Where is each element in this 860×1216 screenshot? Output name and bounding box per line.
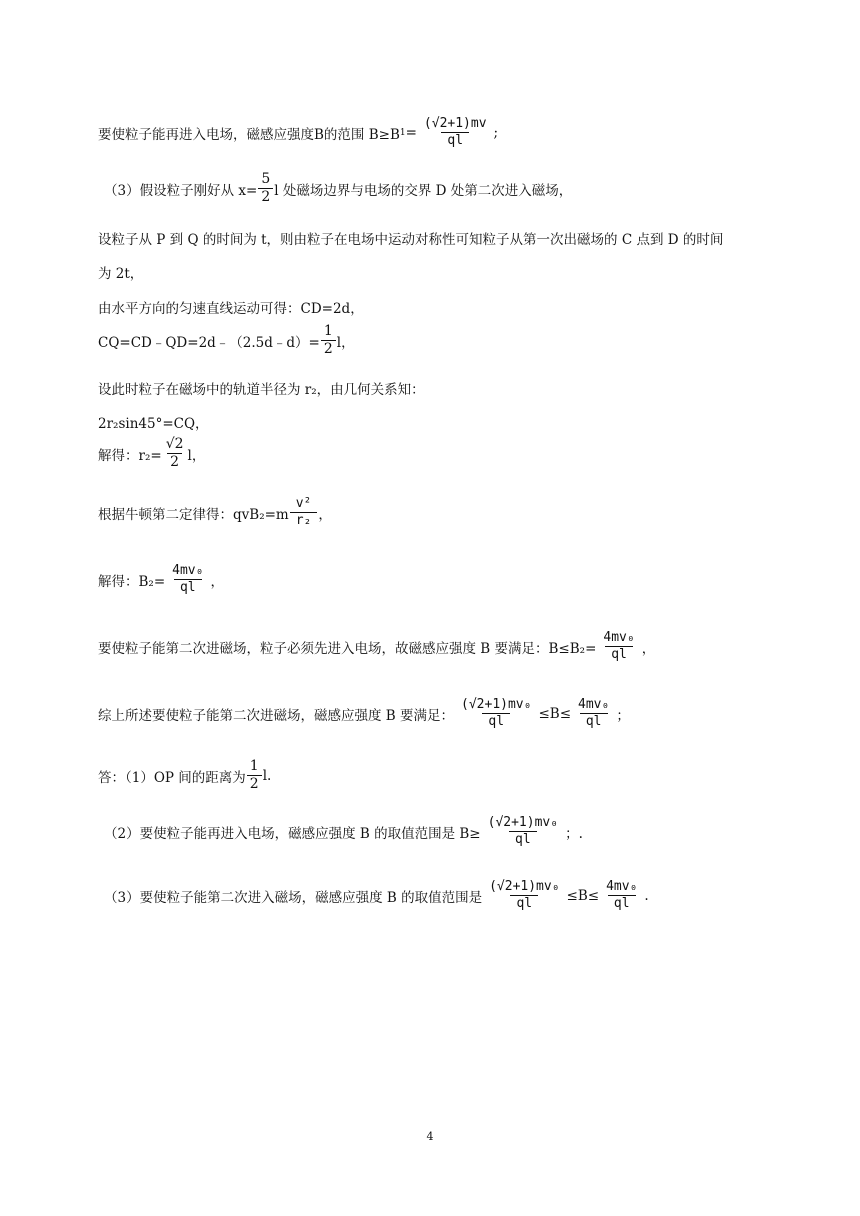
denominator: ql (580, 713, 608, 729)
text: 设此时粒子在磁场中的轨道半径为 r₂，由几何关系知： (98, 382, 425, 398)
line-11 (98, 564, 224, 596)
text: 由水平方向的匀速直线运动可得：CD=2d， (98, 301, 364, 317)
text: 解得：r₂= (98, 447, 162, 464)
denominator: 2 (247, 775, 262, 792)
subscript: 1 (399, 127, 406, 138)
denominator: ql (441, 132, 469, 148)
fraction (290, 497, 318, 529)
text: l. (262, 767, 272, 784)
numerator: 4mv₀ (578, 697, 610, 712)
line-2 (104, 172, 572, 206)
line-15 (104, 816, 583, 848)
text: （3）假设粒子刚好从 x= (104, 182, 258, 199)
text: ≤B≤ (566, 887, 600, 904)
denominator: 2 (321, 340, 336, 357)
fraction (483, 880, 565, 912)
fraction (572, 698, 615, 730)
numerator: (√2+1)mv (423, 116, 487, 131)
numerator: 4mv₀ (606, 879, 638, 894)
fraction (597, 631, 640, 663)
text: l 处磁场边界与电场的交界 D 处第二次进入磁场， (274, 182, 573, 199)
denominator: ql (174, 579, 202, 595)
numerator: 4mv₀ (603, 630, 635, 645)
text: l， (187, 447, 206, 464)
line-9 (98, 437, 205, 471)
text: CQ=CD﹣QD=2d﹣（2.5d﹣d）= (98, 334, 320, 351)
denominator: ql (509, 831, 537, 847)
text: 根据牛顿第二定律得：qvB₂=m (98, 506, 289, 523)
line-10 (98, 497, 332, 529)
line-7 (98, 378, 425, 398)
line-1 (98, 117, 498, 149)
line-12 (98, 631, 655, 663)
text: . (644, 887, 649, 904)
text: 答：（1）OP 间的距离为 (98, 769, 246, 786)
text: 要使粒子能第二次进磁场，粒子必须先进入电场，故磁感应强度 B 要满足：B≤B₂= (98, 640, 597, 657)
line-3 (98, 228, 723, 248)
text: 解得：B₂= (98, 573, 166, 590)
fraction (455, 698, 537, 730)
text: 综上所述要使粒子能第二次进磁场，磁感应强度 B 要满足： (98, 707, 455, 724)
text: ， (641, 640, 656, 657)
line-14 (98, 759, 271, 793)
numerator: (√2+1)mv₀ (487, 815, 559, 830)
text: （2）要使粒子能再进入电场，磁感应强度 B 的取值范围是 B≥ (104, 825, 481, 842)
numerator: 4mv₀ (172, 563, 204, 578)
text: 设粒子从 P 到 Q 的时间为 t，则由粒子在电场中运动对称性可知粒子从第一次出磁场的 C 点到 D 的时间 (98, 232, 724, 248)
text: ; (493, 124, 499, 141)
line-6 (98, 324, 355, 358)
text: 2r₂sin45°=CQ， (98, 416, 209, 432)
fraction (258, 172, 273, 206)
fraction (321, 324, 336, 358)
denominator: ql (608, 895, 636, 911)
fraction (600, 880, 643, 912)
denominator: ql (605, 646, 633, 662)
text: l， (336, 334, 355, 351)
text: （3）要使粒子能第二次进入磁场，磁感应强度 B 的取值范围是 (104, 889, 483, 906)
numerator: √2 (165, 436, 184, 452)
numerator: 1 (249, 758, 259, 774)
numerator: 5 (261, 171, 271, 187)
line-4 (98, 262, 143, 282)
line-13 (98, 698, 630, 730)
denominator: r₂ (290, 512, 318, 528)
text: ， (318, 506, 332, 523)
text: ≤B≤ (538, 705, 572, 722)
fraction (166, 564, 209, 596)
text: 要使粒子能再进入电场，磁感应强度B的范围 B≥B (98, 126, 400, 143)
line-5 (98, 297, 364, 317)
text: ；. (565, 825, 583, 842)
text: 为 2t， (98, 266, 144, 282)
numerator: 1 (323, 323, 333, 339)
text: = (405, 124, 417, 141)
denominator: 2 (167, 453, 182, 470)
fraction (482, 816, 564, 848)
line-8 (98, 412, 209, 432)
text: ； (616, 707, 630, 724)
text: ， (210, 573, 224, 590)
page-number: 4 (426, 1130, 434, 1143)
fraction (418, 117, 493, 149)
fraction (247, 759, 262, 793)
line-16 (104, 880, 649, 912)
numerator: (√2+1)mv₀ (489, 879, 560, 894)
denominator: ql (510, 895, 538, 911)
denominator: ql (482, 713, 510, 729)
fraction (163, 437, 187, 471)
denominator: 2 (258, 188, 273, 205)
numerator: (√2+1)mv₀ (461, 697, 532, 712)
numerator: v² (295, 496, 312, 511)
